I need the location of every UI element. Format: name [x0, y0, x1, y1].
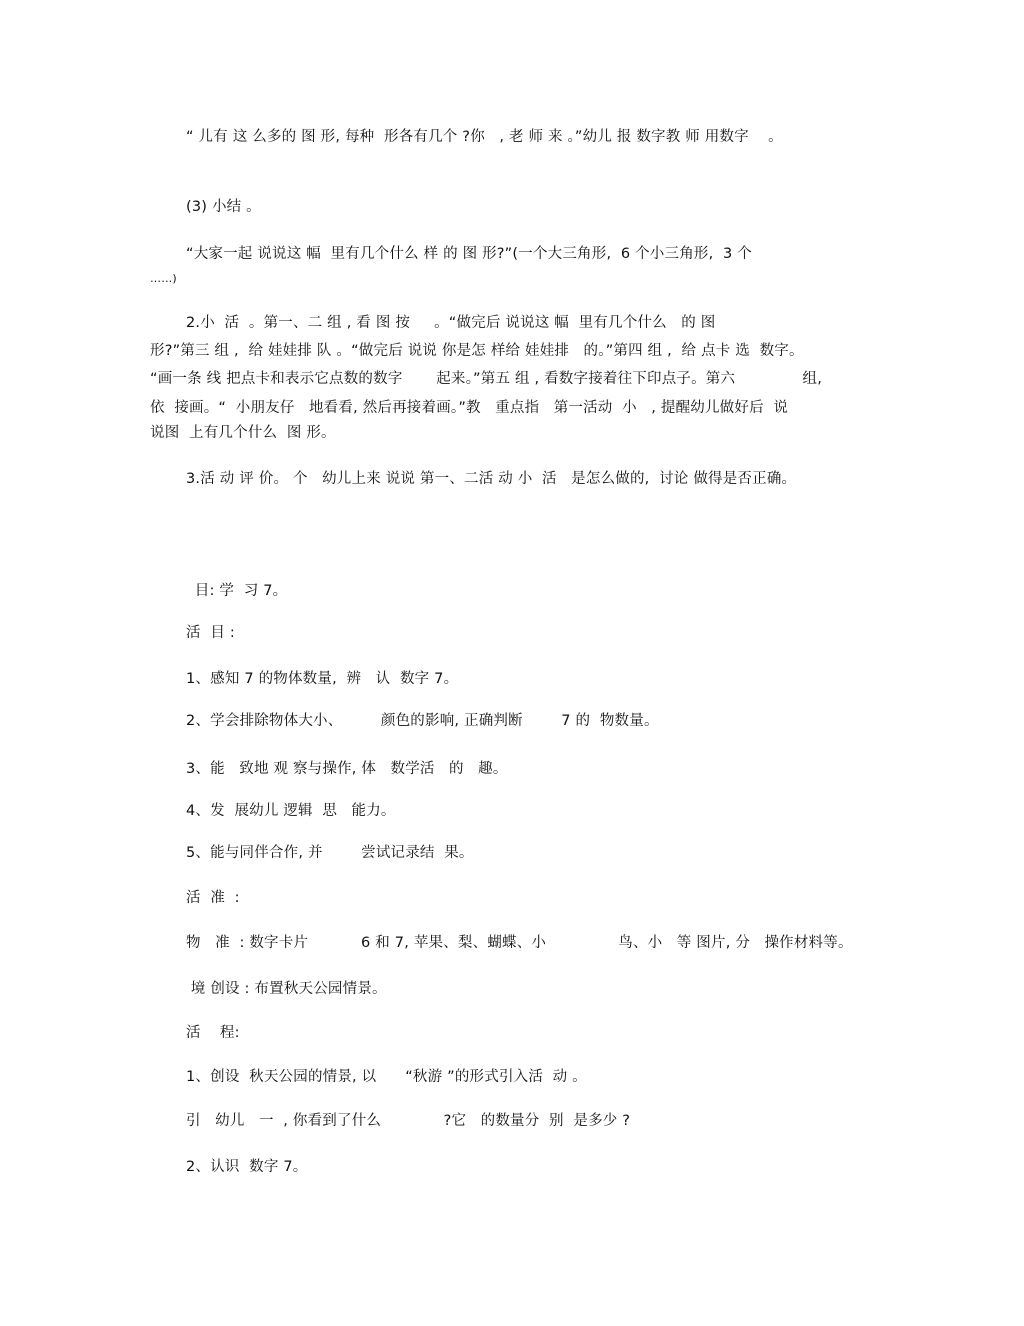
text-line: “画一条 线 把点卡和表示它点数的数字 起来。”第五 组 , 看数字接着往下印点子。第六 组, — [150, 371, 823, 387]
text-line: “大家一起 说说这 幅 里有几个什么 样 的 图 形?”(一个大三角形, 6 个小三角形, 3 个 — [186, 246, 752, 262]
list-item: 1、创设 秋天公园的情景, 以 “秋游 ”的形式引入活 动 。 — [186, 1069, 587, 1085]
text-line: “ 儿有 这 么多的 图 形, 每种 形各有几个 ?你 , 老 师 来 。”幼儿 报 数字教 师 用数字 。 — [186, 129, 783, 145]
section-heading: 目: 学 习 7。 — [190, 583, 288, 599]
text-line: 依 接画。“ 小朋友仔 地看看, 然后再接着画。”教 重点指 第一活动 小 , 提醒幼儿做好后 说 — [150, 400, 789, 416]
list-item: 1、感知 7 的物体数量, 辨 认 数字 7。 — [186, 671, 459, 687]
text-line: 物 准 : 数字卡片 6 和 7, 苹果、梨、蝴蝶、小 鸟、小 等 图片, 分 操作材料等。 — [186, 935, 853, 951]
list-item: 2、认识 数字 7。 — [186, 1159, 308, 1175]
text-line: 形?”第三 组 , 给 娃娃排 队 。“做完后 说说 你是怎 样给 娃娃排 的。”第四 组 , 给 点卡 选 数字。 — [150, 343, 804, 359]
text-line: 2.小 活 。第一、二 组 , 看 图 按 。“做完后 说说这 幅 里有几个什么 的 图 — [186, 315, 716, 331]
text-line: ……) — [150, 272, 177, 285]
list-item: 2、学会排除物体大小、 颜色的影响, 正确判断 7 的 物数量。 — [186, 713, 659, 729]
text-line: 3.活 动 评 价。 个 幼儿上来 说说 第一、二活 动 小 活 是怎么做的, 讨论 做得是否正确。 — [186, 471, 797, 487]
text-line: 说图 上有几个什么 图 形。 — [150, 425, 336, 441]
text-line: 境 创设 : 布置秋天公园情景。 — [186, 981, 387, 997]
section-heading: (3) 小结 。 — [186, 199, 261, 215]
section-heading: 活 准 : — [186, 890, 240, 906]
section-heading: 活 目 : — [186, 625, 235, 641]
list-item: 5、能与同伴合作, 并 尝试记录结 果。 — [186, 845, 474, 861]
list-item: 3、能 致地 观 察与操作, 体 数学活 的 趣。 — [186, 761, 508, 777]
text-line: 引 幼儿 一 , 你看到了什么 ?它 的数量分 别 是多少 ? — [186, 1113, 631, 1129]
section-heading: 活 程: — [186, 1025, 240, 1041]
list-item: 4、发 展幼儿 逻辑 思 能力。 — [186, 803, 396, 819]
